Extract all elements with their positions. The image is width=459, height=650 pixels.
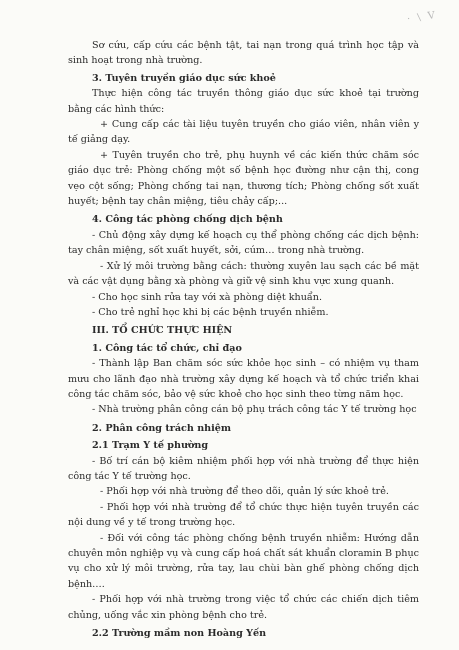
paragraph-assign-officer: - Bố trí cán bộ kiêm nhiệm phối hợp với nhà trường để thực hiện công tác Y tế trường học.: [68, 455, 419, 482]
paragraph-vaccination: - Phối hợp với nhà trường trong việc tổ chức các chiến dịch tiêm chủng, uống vắc xin phòng bệnh cho trẻ.: [68, 594, 419, 621]
paragraph-plan: - Chủ động xây dựng kế hoạch cụ thể phòng chống các dịch bệnh: tay chân miệng, sốt xuất huyết, sởi, cúm… trong nhà trường.: [68, 229, 419, 257]
paragraph-first-aid: Sơ cứu, cấp cứu các bệnh tật, tai nạn trong quá trình học tập và sinh hoạt trong nhà trường.: [68, 40, 419, 67]
paragraph-environment: - Xử lý môi trường bằng cách: thường xuyên lau sạch các bề mặt và các vật dụng bằng xà phòng và giữ vệ sinh khu vực xung quanh.: [68, 260, 419, 288]
paragraph-parents: + Tuyên truyền cho trẻ, phụ huynh về các kiến thức chăm sóc giáo dục trẻ: Phòng chống một số bệnh học đường như cận thị, cong vẹo cột sống; Phòng chống tai nạn, thương tích; Phòng chống sốt xuất huyết; bệnh tay chân miệng, tiêu chảy cấp;...: [68, 149, 419, 208]
paragraph-health-communication: Thực hiện công tác truyền thông giáo dục sức khoẻ tại trường bằng các hình thức:: [68, 88, 419, 115]
heading-implementation: III. TỔ CHỨC THỰC HIỆN: [92, 325, 233, 337]
paragraph-communication: - Phối hợp với nhà trường để tổ chức thực hiện tuyên truyền các nội dung về y tế trong trường học.: [68, 501, 419, 529]
paragraph-assign-staff: - Nhà trường phân công cán bộ phụ trách công tác Y tế trường học: [92, 404, 417, 416]
paragraph-infectious-disease: - Đối với công tác phòng chống bệnh truyền nhiễm: Hướng dẫn chuyên môn nghiệp vụ và cung cấp hoá chất sát khuẩn cloramin B phục vụ cho xử lý môi trường, rửa tay, lau chùi bàn ghế phòng chống dịch bệnh….: [68, 532, 419, 590]
heading-health-education: 3. Tuyên truyền giáo dục sức khoẻ: [92, 72, 276, 84]
corner-handwritten-mark: · \ V: [406, 9, 438, 26]
heading-responsibilities: 2. Phân công trách nhiệm: [92, 422, 232, 434]
heading-disease-prevention: 4. Công tác phòng chống dịch bệnh: [92, 214, 283, 226]
paragraph-sick-leave: - Cho trẻ nghỉ học khi bị các bệnh truyền nhiễm.: [92, 306, 329, 318]
paragraph-handwash: - Cho học sinh rửa tay với xà phòng diệt khuẩn.: [92, 291, 323, 303]
paragraph-health-board: - Thành lập Ban chăm sóc sức khỏe học sinh – có nhiệm vụ tham mưu cho lãnh đạo nhà trường xây dựng kế hoạch và tổ chức triển khai công tác chăm sóc, bảo vệ sức khoẻ cho học sinh theo từng năm học.: [68, 358, 419, 400]
heading-ward-health-station: 2.1 Trạm Y tế phường: [92, 440, 209, 452]
paragraph-monitor-health: - Phối hợp với nhà trường để theo dõi, quản lý sức khoẻ trẻ.: [100, 486, 389, 498]
heading-organization: 1. Công tác tổ chức, chỉ đạo: [92, 342, 242, 354]
paragraph-materials: + Cung cấp các tài liệu tuyên truyền cho giáo viên, nhân viên y tế giảng dạy.: [68, 119, 419, 146]
heading-kindergarten: 2.2 Trường mầm non Hoàng Yến: [92, 628, 267, 640]
